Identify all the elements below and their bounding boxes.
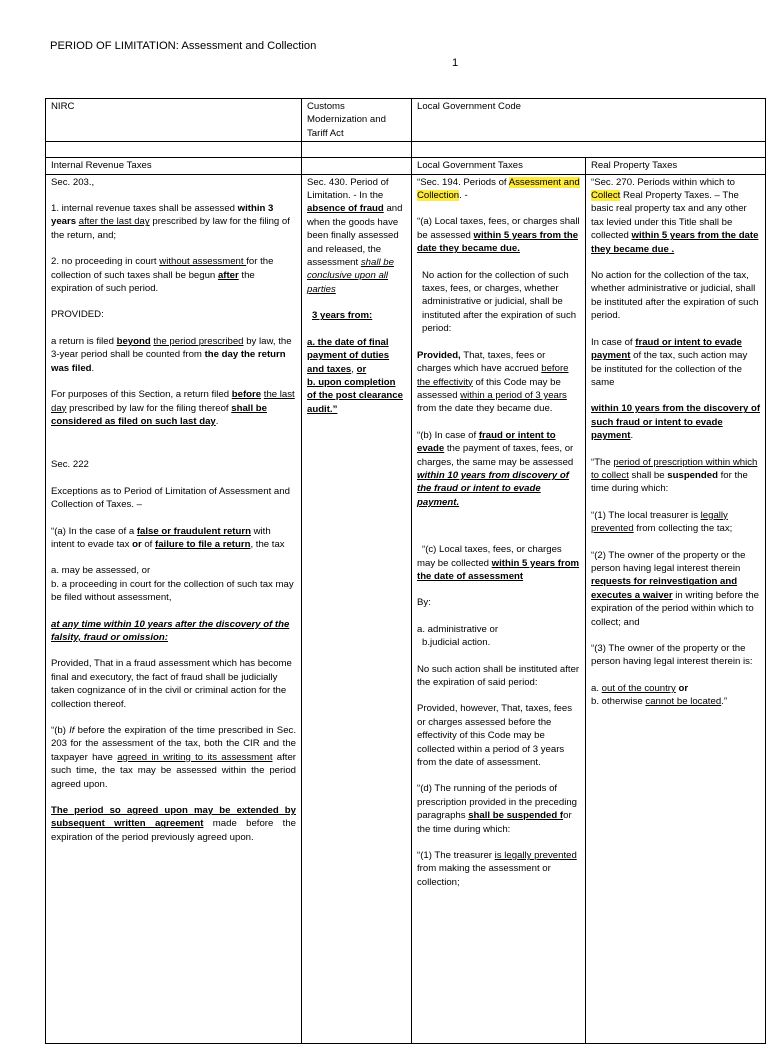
subheader-local-taxes: Local Government Taxes — [412, 158, 586, 174]
lgt-provided: Provided, That, taxes, fees or charges which have accrued before the effectivity of this Code may be assessed within a period of 3 years from the date they became due. — [417, 349, 569, 415]
nirc-para-extension: The period so agreed upon may be extended by subsequent written agreement made before the expiration of the period previously agreed upon. — [51, 805, 296, 843]
lgt-para-d: “(d) The running of the periods of prescription provided in the preceding paragraphs shall be suspended for the time during which: — [417, 783, 577, 835]
nirc-para-3: a return is filed beyond the period prescribed by law, the 3-year period shall be counted from the day the return was filed. — [51, 335, 292, 374]
lgt-by-b: b.judicial action. — [422, 637, 491, 649]
blank-cell — [302, 142, 412, 158]
lgt-para-b: “(b) In case of fraud or intent to evade the payment of taxes, fees, or charges, the same may be assessed within 10 years from discovery of the fraud or intent to evade payment. — [417, 429, 574, 508]
rpt-fraud: In case of fraud or intent to evade payment of the tax, such action may be instituted for the collection of the same — [591, 336, 748, 388]
lgt-no-action: No action for the collection of such taxes, fees, or charges, whether administrative or judicial, shall be instituted after the expiration of such period: — [422, 269, 577, 335]
rpt-item-3: “(3) The owner of the property or the person having legal interest therein is: — [591, 643, 753, 668]
blank-cell — [46, 142, 302, 158]
header-lgc: Local Government Code — [412, 99, 766, 142]
sec-194-heading: “Sec. 194. Periods of Assessment and Collection. - — [417, 176, 580, 202]
sec-430: Sec. 430. Period of Limitation. - In the absence of fraud and when the goods have been finally assessed and released, the assessment shall be conclusive upon all parties — [307, 176, 403, 295]
exceptions-title: Exceptions as to Period of Limitation of Assessment and Collection of Taxes. – — [51, 485, 290, 511]
rpt-cannot-be-located: b. otherwise cannot be located.” — [591, 696, 728, 708]
real-property-taxes-cell — [586, 174, 766, 1043]
may-assessed-b: b. a proceeding in court for the collection of such tax may be filed without assessment, — [51, 578, 294, 604]
lgt-para-d1: “(1) The treasurer is legally prevented from making the assessment or collection; — [417, 850, 577, 888]
provided-fraud: Provided, That in a fraud assessment which has become final and executory, the fact of fraud shall be judicially taken cognizance of in the civil or criminal action for the collection thereof. — [51, 658, 292, 710]
header-nirc: NIRC — [46, 99, 302, 142]
sec-222-heading: Sec. 222 — [51, 459, 89, 471]
header-customs: Customs Modernization and Tariff Act — [302, 99, 412, 142]
rpt-item-2: “(2) The owner of the property or the person having legal interest therein requests for reinvestigation and executes a waiver in writing before the expiration of the period within which to collect; and — [591, 549, 759, 628]
nirc-para-4: For purposes of this Section, a return filed before the last day prescribed by law for the filing thereof shall be considered as filed on such last day. — [51, 389, 295, 427]
rpt-suspension: “The period of prescription within which to collect shall be suspended for the time during which: — [591, 456, 758, 495]
lgt-para-a: “(a) Local taxes, fees, or charges shall be assessed within 5 years from the date they became due. — [417, 216, 580, 255]
may-assessed-a: a. may be assessed, or — [51, 565, 151, 577]
lgt-no-such-action: No such action shall be instituted after the expiration of said period: — [417, 663, 580, 688]
nirc-para-1: 1. internal revenue taxes shall be assessed within 3 years after the last day prescribed by law for the filing of the return, and; — [51, 203, 290, 241]
rpt-no-action: No action for the collection of the tax, whether administrative or judicial, shall be instituted after the expiration of such period. — [591, 270, 759, 322]
lgt-by: By: — [417, 597, 431, 609]
lgt-para-c: “(c) Local taxes, fees, or charges may be collected within 5 years from the date of assessment — [417, 544, 580, 582]
lgt-by-a: a. administrative or — [417, 623, 499, 635]
rpt-out-of-country: a. out of the country or — [591, 682, 689, 694]
blank-cell — [412, 142, 766, 158]
limitation-table — [45, 98, 766, 1044]
subheader-customs-empty — [302, 158, 412, 174]
lgt-provided-however: Provided, however, That, taxes, fees or charges assessed before the effectivity of this Code may be collected within a period of 3 years from the date of assessment. — [417, 703, 573, 769]
provided-label: PROVIDED: — [51, 309, 104, 321]
rpt-item-1: “(1) The local treasurer is legally prevented from collecting the tax; — [591, 509, 733, 535]
subheader-real-property: Real Property Taxes — [586, 158, 766, 174]
page-number: 1 — [452, 57, 459, 69]
nirc-para-b: “(b) If before the expiration of the time prescribed in Sec. 203 for the assessment of the tax, both the CIR and the taxpayer have agreed in writing to its assessment after such time, the tax may be assessed within the period agreed upon. — [51, 725, 296, 790]
sec-203-heading: Sec. 203., — [51, 176, 95, 188]
anytime-10-years: at any time within 10 years after the discovery of the falsity, fraud or omission: — [51, 618, 290, 643]
rpt-within-10-years: within 10 years from the discovery of such fraud or intent to evade payment. — [591, 403, 761, 442]
customs-cell — [302, 174, 412, 1043]
customs-dates: a. the date of final payment of duties and taxes, or b. upon completion of the post clearance audit.” — [307, 336, 403, 415]
nirc-para-a: “(a) In the case of a false or fraudulent return with intent to evade tax or of failure to file a return, the tax — [51, 525, 285, 550]
subheader-internal-revenue: Internal Revenue Taxes — [46, 158, 302, 174]
three-years-label: 3 years from: — [312, 310, 373, 322]
nirc-para-2: 2. no proceeding in court without assessment for the collection of such taxes shall be begun after the expiration of such period. — [51, 256, 274, 295]
local-government-taxes-cell — [412, 174, 586, 1043]
document-title: PERIOD OF LIMITATION: Assessment and Collection — [50, 40, 317, 52]
nirc-cell — [46, 174, 302, 1043]
sec-270: “Sec. 270. Periods within which to Collect Real Property Taxes. – The basic real property tax and any other tax levied under this Title shall be collected within 5 years from the date they became due . — [591, 176, 759, 255]
